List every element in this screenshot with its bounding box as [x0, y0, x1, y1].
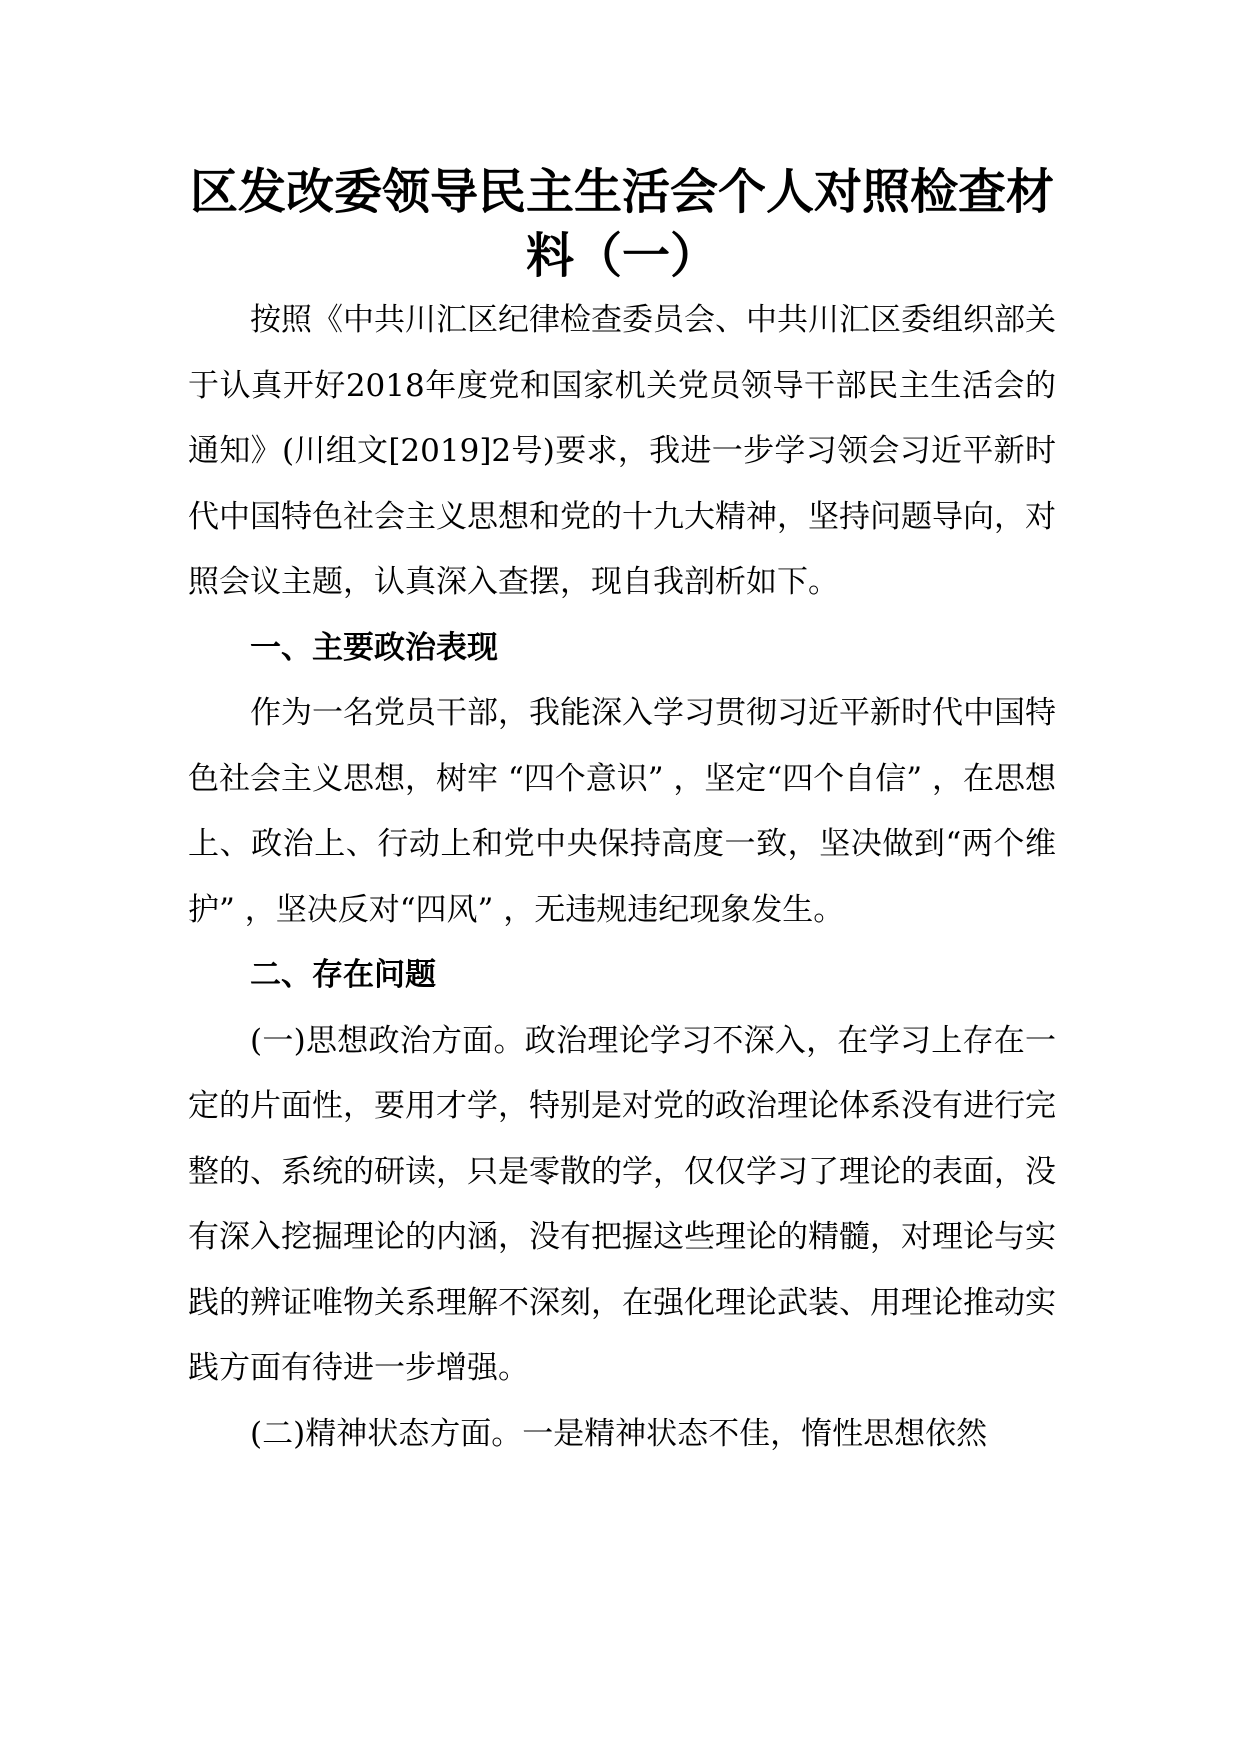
spirit-state-paragraph: (二)精神状态方面。一是精神状态不佳，惰性思想依然 — [250, 1415, 988, 1452]
political-performance-paragraph: 作为一名党员干部，我能深入学习贯彻习近平新时代中国特色社会主义思想，树牢 “四个意识” ，坚定“四个自信” ，在思想上、政治上、行动上和党中央保持高度一致，坚决做到“两个维护” ，坚决反对“四风” ，无违规违纪现象发生。 — [188, 695, 1056, 928]
document-content — [188, 160, 1056, 1467]
section-heading-existing-problems: 二、存在问题 — [250, 957, 436, 993]
ideological-political-paragraph: (一)思想政治方面。政治理论学习不深入，在学习上存在一定的片面性，要用才学，特别是对党的政治理论体系没有进行完整的、系统的研读，只是零散的学，仅仅学习了理论的表面，没有深入挖掘理论的内涵，没有把握这些理论的精髓，对理论与实践的辨证唯物关系理解不深刻，在强化理论武装、用理论推动实践方面有待进一步增强。 — [188, 1022, 1056, 1386]
document-title: 区发改委领导民主生活会个人对照检查材料（一） — [189, 164, 1054, 284]
document-body — [188, 288, 1056, 1467]
intro-paragraph: 按照《中共川汇区纪律检查委员会、中共川汇区委组织部关于认真开好2018年度党和国家机关党员领导干部民主生活会的通知》(川组文[2019]2号)要求，我进一步学习领会习近平新时代中国特色社会主义思想和党的十九大精神，坚持问题导向，对照会议主题，认真深入查摆，现自我剖析如下。 — [188, 302, 1056, 600]
section-heading-political-performance: 一、主要政治表现 — [250, 629, 498, 666]
